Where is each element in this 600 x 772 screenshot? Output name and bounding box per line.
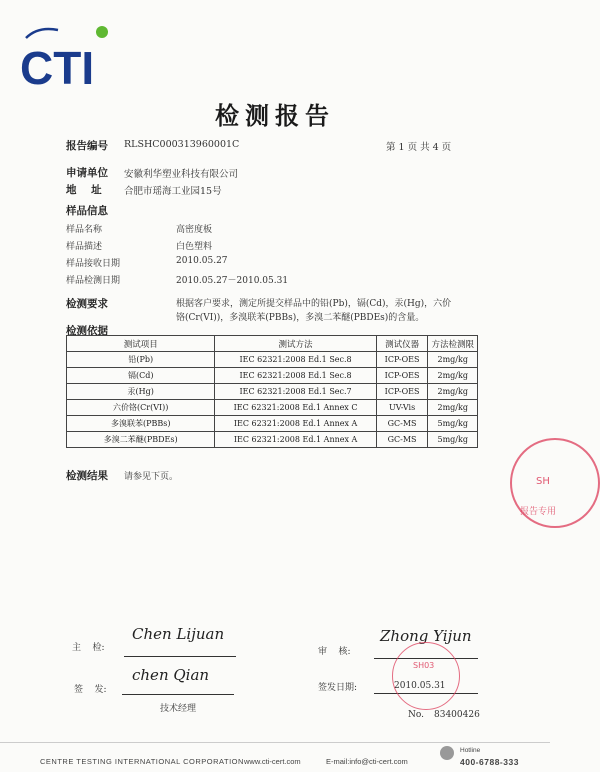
footer-email: E-mail:info@cti-cert.com bbox=[326, 757, 408, 766]
table-cell: IEC 62321:2008 Ed.1 Sec.8 bbox=[215, 368, 376, 384]
table-row bbox=[67, 400, 478, 416]
basis-label: 检测依据 bbox=[66, 325, 108, 337]
result-label: 检测结果 bbox=[66, 470, 108, 482]
date-stamp-code: SH03 bbox=[413, 661, 435, 670]
report-number-label: 报告编号 bbox=[66, 140, 108, 152]
table-cell: UV-Vis bbox=[376, 400, 428, 416]
table-cell: IEC 62321:2008 Ed.1 Annex A bbox=[215, 432, 376, 448]
table-cell: ICP-OES bbox=[376, 368, 428, 384]
requirement-line2: 铬(Cr(VI))，多溴联苯(PBBs)，多溴二苯醚(PBDEs)的含量。 bbox=[176, 313, 425, 323]
table-row bbox=[67, 432, 478, 448]
sample-received: 2010.05.27 bbox=[176, 256, 228, 266]
table-header-cell: 测试仪器 bbox=[376, 336, 428, 352]
address-label: 地 址 bbox=[66, 184, 102, 196]
footer-hotline-label: Hotline bbox=[460, 747, 481, 754]
table-cell: ICP-OES bbox=[376, 384, 428, 400]
date-stamp bbox=[392, 642, 460, 710]
footer-company: CENTRE TESTING INTERNATIONAL CORPORATION bbox=[40, 757, 244, 766]
table-cell: 2mg/kg bbox=[428, 368, 478, 384]
applicant: 安徽利华塑业科技有限公司 bbox=[124, 169, 239, 180]
table-row bbox=[67, 352, 478, 368]
tester-signature: Chen Lijuan bbox=[132, 625, 225, 643]
table-cell: 六价铬(Cr(VI)) bbox=[67, 400, 215, 416]
requirement-line1: 根据客户要求，测定所提交样品中的铅(Pb)，镉(Cd)，汞(Hg)，六价 bbox=[176, 299, 452, 309]
issue-date-label: 签发日期: bbox=[318, 683, 358, 693]
table-header-row bbox=[67, 336, 478, 352]
cti-logo bbox=[18, 24, 118, 94]
result-text: 请参见下页。 bbox=[124, 472, 179, 482]
footer-divider bbox=[0, 742, 550, 743]
sample-desc: 白色塑料 bbox=[176, 242, 213, 252]
table-cell: 5mg/kg bbox=[428, 416, 478, 432]
requirement-label: 检测要求 bbox=[66, 298, 108, 310]
table-cell: 2mg/kg bbox=[428, 384, 478, 400]
doc-no-label: No. bbox=[408, 710, 424, 720]
table-cell: IEC 62321:2008 Ed.1 Sec.8 bbox=[215, 352, 376, 368]
footer-hotline: 400-6788-333 bbox=[460, 757, 519, 767]
table-header-cell: 方法检测限 bbox=[428, 336, 478, 352]
address: 合肥市瑶海工业园15号 bbox=[124, 186, 222, 197]
approver-signature: chen Qian bbox=[132, 666, 210, 684]
svg-text:CTI: CTI bbox=[20, 42, 95, 94]
table-row bbox=[67, 368, 478, 384]
sample-name-label: 样品名称 bbox=[66, 225, 103, 235]
approver-title: 技术经理 bbox=[160, 704, 197, 714]
table-cell: 2mg/kg bbox=[428, 400, 478, 416]
phone-icon bbox=[440, 746, 454, 760]
approver-label: 签 发: bbox=[74, 685, 107, 695]
table-cell: 铅(Pb) bbox=[67, 352, 215, 368]
stamp-text: 报告专用 bbox=[520, 507, 557, 517]
report-number: RLSHC000313960001C bbox=[124, 139, 240, 150]
table-header-cell: 测试方法 bbox=[215, 336, 376, 352]
table-cell: 5mg/kg bbox=[428, 432, 478, 448]
footer-website: www.cti-cert.com bbox=[244, 757, 301, 766]
table-cell: ICP-OES bbox=[376, 352, 428, 368]
sample-tested-label: 样品检测日期 bbox=[66, 276, 121, 286]
table-cell: GC-MS bbox=[376, 416, 428, 432]
tester-label: 主 检: bbox=[72, 643, 105, 653]
reviewer-label: 审 核: bbox=[318, 647, 351, 657]
sample-tested: 2010.05.27－2010.05.31 bbox=[176, 276, 289, 286]
table-cell: IEC 62321:2008 Ed.1 Annex A bbox=[215, 416, 376, 432]
test-basis-table bbox=[66, 335, 478, 448]
tester-sign-line bbox=[124, 656, 236, 657]
table-row bbox=[67, 416, 478, 432]
sample-heading: 样品信息 bbox=[66, 205, 108, 217]
table-cell: IEC 62321:2008 Ed.1 Sec.7 bbox=[215, 384, 376, 400]
official-stamp bbox=[510, 438, 600, 528]
applicant-label: 申请单位 bbox=[66, 167, 108, 179]
sample-desc-label: 样品描述 bbox=[66, 242, 103, 252]
table-cell: 汞(Hg) bbox=[67, 384, 215, 400]
sample-name: 高密度板 bbox=[176, 225, 213, 235]
page-info: 第 1 页 共 4 页 bbox=[386, 142, 452, 153]
sample-received-label: 样品接收日期 bbox=[66, 259, 121, 269]
table-header-cell: 测试项目 bbox=[67, 336, 215, 352]
stamp-code: SH bbox=[536, 476, 550, 487]
table-cell: IEC 62321:2008 Ed.1 Annex C bbox=[215, 400, 376, 416]
table-cell: GC-MS bbox=[376, 432, 428, 448]
page-title: 检测报告 bbox=[215, 101, 335, 130]
table-cell: 2mg/kg bbox=[428, 352, 478, 368]
table-row bbox=[67, 384, 478, 400]
reviewer-signature: Zhong Yijun bbox=[380, 627, 472, 645]
approver-sign-line bbox=[122, 694, 234, 695]
table-cell: 镉(Cd) bbox=[67, 368, 215, 384]
table-cell: 多溴联苯(PBBs) bbox=[67, 416, 215, 432]
table-cell: 多溴二苯醚(PBDEs) bbox=[67, 432, 215, 448]
issue-date: 2010.05.31 bbox=[394, 681, 446, 691]
doc-no: 83400426 bbox=[434, 710, 480, 720]
